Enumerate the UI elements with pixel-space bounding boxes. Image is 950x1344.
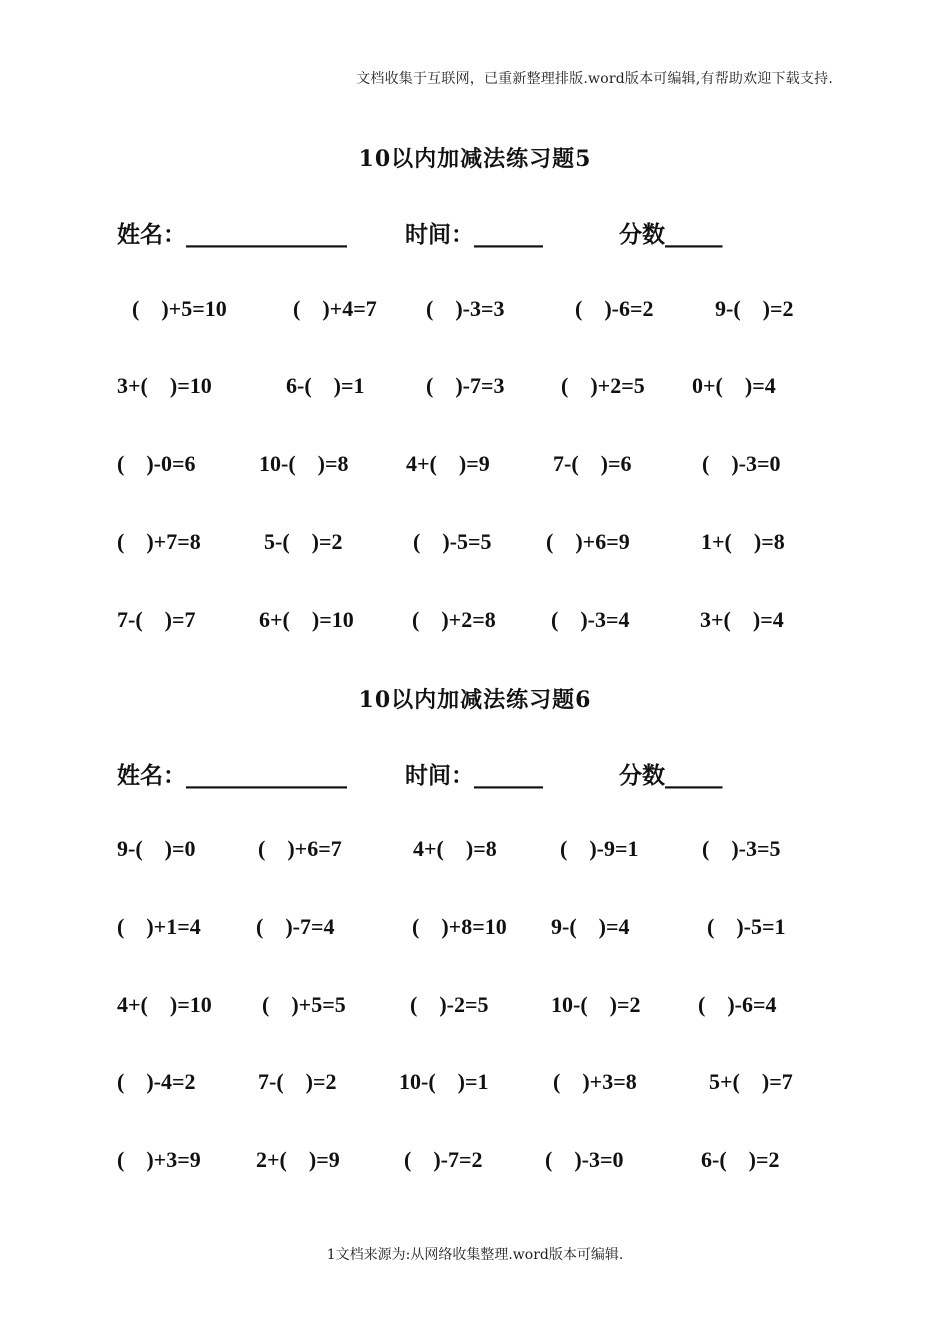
problem: ( )-9=1 — [560, 836, 639, 861]
footer-note: 1文档来源为:从网络收集整理.word版本可编辑. — [326, 1247, 624, 1263]
problem: ( )+6=7 — [258, 836, 342, 861]
problem: ( )-2=5 — [410, 992, 489, 1017]
problem: ( )+4=7 — [293, 296, 377, 321]
problem: ( )+6=9 — [546, 529, 630, 554]
problem: ( )+5=5 — [262, 992, 346, 1017]
problem: ( )+1=4 — [117, 914, 201, 939]
problem: ( )-3=5 — [702, 836, 781, 861]
problem: ( )-3=0 — [702, 451, 781, 476]
problem: 7-( )=6 — [553, 451, 632, 476]
problem: 1+( )=8 — [701, 529, 785, 554]
problem: 9-( )=4 — [551, 914, 630, 939]
problem: ( )-7=4 — [256, 914, 335, 939]
problem: ( )+2=5 — [561, 373, 645, 398]
problem-row — [0, 373, 950, 403]
problem-row — [0, 296, 950, 326]
problem: 5+( )=7 — [709, 1069, 793, 1094]
problem-row — [0, 451, 950, 481]
problem: 3+( )=4 — [700, 607, 784, 632]
worksheet-title-5: 10以内加减法练习题5 — [358, 146, 592, 172]
score-field-label: 分数_____ — [619, 221, 723, 248]
problem: 9-( )=2 — [715, 296, 794, 321]
time-field-label: 时间：______ — [405, 762, 543, 789]
problem: 3+( )=10 — [117, 373, 212, 398]
problem: ( )+5=10 — [132, 296, 227, 321]
problem: 7-( )=7 — [117, 607, 196, 632]
problem: ( )-6=2 — [575, 296, 654, 321]
problem: ( )+3=9 — [117, 1147, 201, 1172]
problem: 2+( )=9 — [256, 1147, 340, 1172]
problem: ( )-5=5 — [413, 529, 492, 554]
problem-row — [0, 529, 950, 559]
problem: ( )+2=8 — [412, 607, 496, 632]
problem: 4+( )=10 — [117, 992, 212, 1017]
problem: 0+( )=4 — [692, 373, 776, 398]
problem: 4+( )=9 — [406, 451, 490, 476]
problem-row — [0, 914, 950, 944]
score-field-label: 分数_____ — [619, 762, 723, 789]
problem: ( )-6=4 — [698, 992, 777, 1017]
problem: 4+( )=8 — [413, 836, 497, 861]
problem: 6-( )=2 — [701, 1147, 780, 1172]
problem: 10-( )=1 — [399, 1069, 489, 1094]
problem: 5-( )=2 — [264, 529, 343, 554]
problem: ( )-7=3 — [426, 373, 505, 398]
problem: 6-( )=1 — [286, 373, 365, 398]
problem-row — [0, 836, 950, 866]
header-note: 文档收集于互联网，已重新整理排版.word版本可编辑,有帮助欢迎下载支持. — [356, 71, 833, 87]
problem-row — [0, 607, 950, 637]
problem: ( )+8=10 — [412, 914, 507, 939]
problem: ( )+3=8 — [553, 1069, 637, 1094]
problem: 10-( )=2 — [551, 992, 641, 1017]
time-field-label: 时间：______ — [405, 221, 543, 248]
problem: 7-( )=2 — [258, 1069, 337, 1094]
problem: ( )+7=8 — [117, 529, 201, 554]
problem: ( )-3=0 — [545, 1147, 624, 1172]
problem-row — [0, 992, 950, 1022]
name-field-label: 姓名：______________ — [117, 762, 347, 789]
problem: ( )-7=2 — [404, 1147, 483, 1172]
problem: 9-( )=0 — [117, 836, 196, 861]
problem: ( )-5=1 — [707, 914, 786, 939]
problem: ( )-3=3 — [426, 296, 505, 321]
problem: ( )-0=6 — [117, 451, 196, 476]
problem: 6+( )=10 — [259, 607, 354, 632]
problem-row — [0, 1147, 950, 1177]
problem-row — [0, 1069, 950, 1099]
problem: 10-( )=8 — [259, 451, 349, 476]
problem: ( )-4=2 — [117, 1069, 196, 1094]
name-field-label: 姓名：______________ — [117, 221, 347, 248]
problem: ( )-3=4 — [551, 607, 630, 632]
worksheet-title-6: 10以内加减法练习题6 — [358, 687, 592, 713]
